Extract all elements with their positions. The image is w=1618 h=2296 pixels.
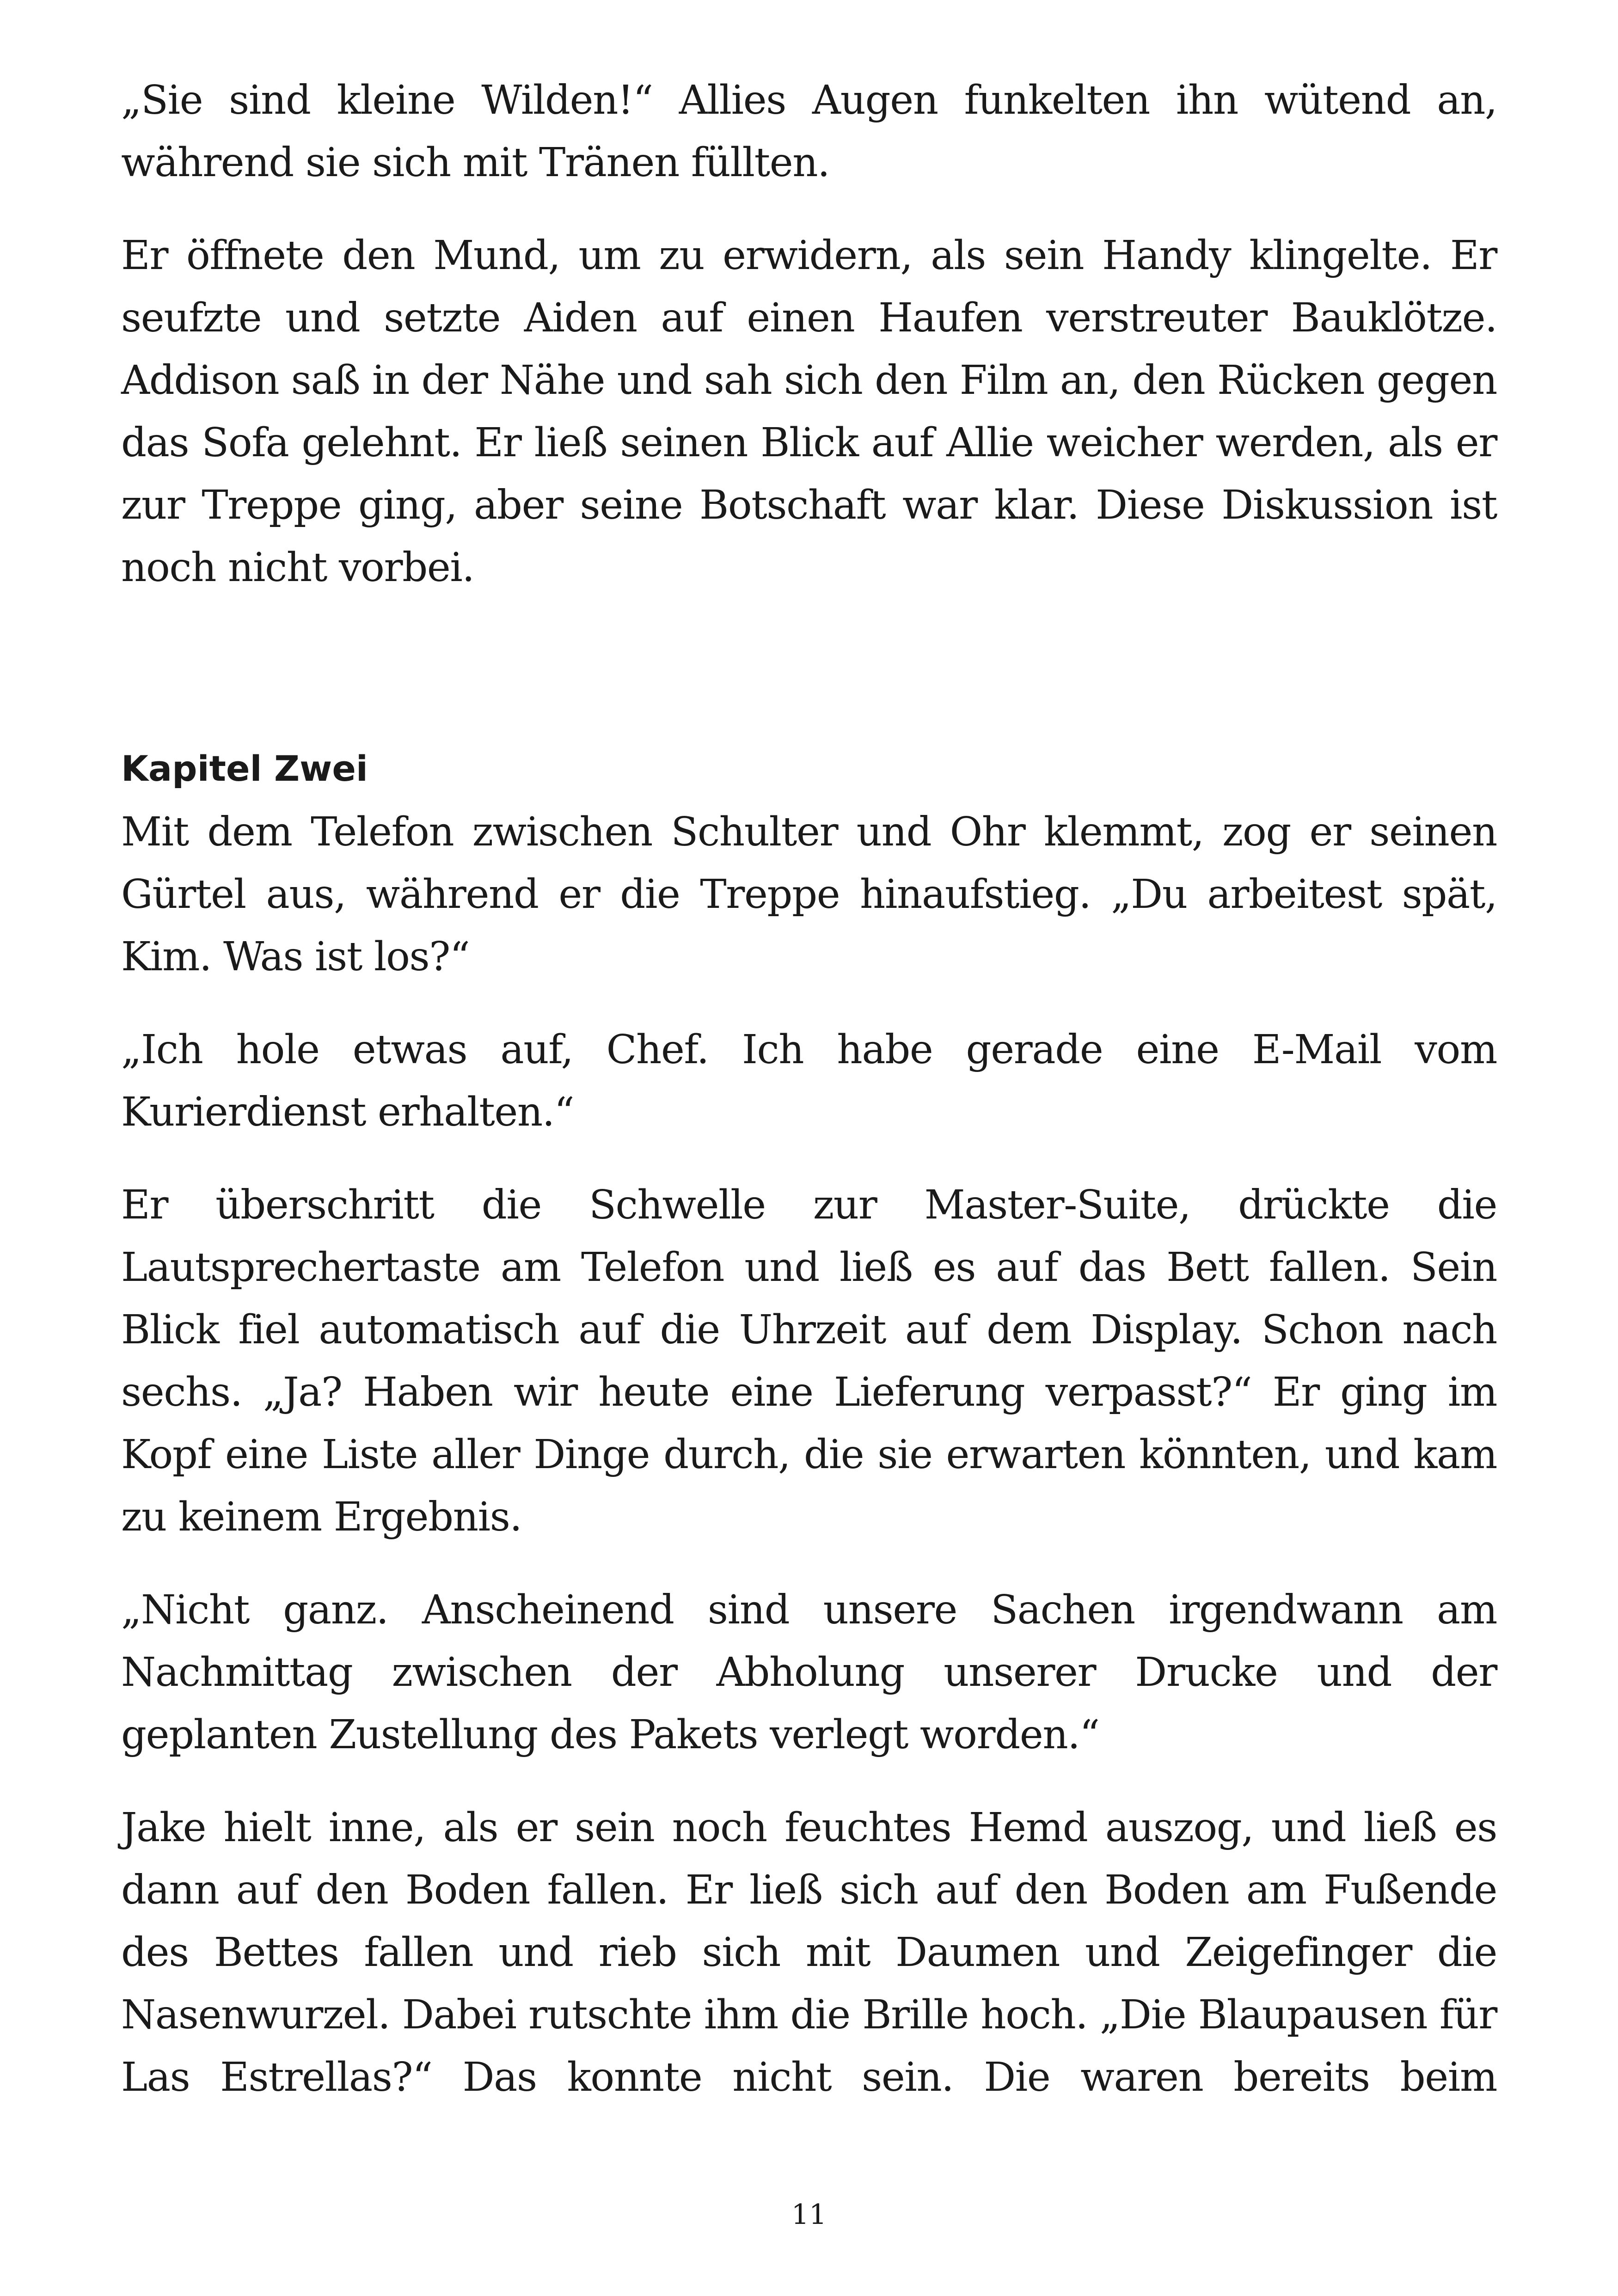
paragraph: „Ich hole etwas auf, Chef. Ich habe gerade eine E-Mail vom Kurierdienst erhalten.“	[121, 1027, 1497, 1135]
paragraph: Er überschritt die Schwelle zur Master-Suite, drückte die Lautsprechertaste am Telefon und ließ es auf das Bett fallen. Sein Blick fiel automatisch auf die Uhrzeit auf dem Display. Schon nach sechs. „Ja? Haben wir heute eine Lieferung verpasst?“ Er ging im Kopf eine Liste aller Dinge durch, die sie erwarten könnten, und kam zu keinem Ergebnis.	[121, 1182, 1497, 1540]
paragraph-continued: Jake hielt inne, als er sein noch feuchtes Hemd auszog, und ließ es dann auf den Boden fallen. Er ließ sich auf den Boden am Fußende des Bettes fallen und rieb sich mit Daumen und Zeigefinger die Nasenwurzel. Dabei rutschte ihm die Brille hoch. „Die Blaupausen für Las Estrellas?“ Das konnte nicht sein. Die waren bereits beim	[121, 1805, 1497, 2100]
paragraph: Mit dem Telefon zwischen Schulter und Ohr klemmt, zog er seinen Gürtel aus, während er die Treppe hinaufstieg. „Du arbeitest spät, Kim. Was ist los?“	[121, 809, 1497, 980]
section-spacer	[121, 630, 1497, 739]
chapter-heading: Kapitel Zwei	[121, 748, 368, 789]
paragraph: „Nicht ganz. Anscheinend sind unsere Sachen irgendwann am Nachmittag zwischen der Abholung unserer Drucke und der geplanten Zustellung des Pakets verlegt worden.“	[121, 1587, 1497, 1758]
paragraph: Er öffnete den Mund, um zu erwidern, als sein Handy klingelte. Er seufzte und setzte Aiden auf einen Haufen verstreuter Bauklötze. Addison saß in der Nähe und sah sich den Film an, den Rücken gegen das Sofa gelehnt. Er ließ seinen Blick auf Allie weicher werden, als er zur Treppe ging, aber seine Botschaft war klar. Diese Diskussion ist noch nicht vorbei.	[121, 233, 1497, 591]
book-page	[121, 69, 1497, 2139]
paragraph: „Sie sind kleine Wilden!“ Allies Augen funkelten ihn wütend an, während sie sich mit Tränen füllten.	[121, 77, 1497, 186]
page-number: 11	[791, 2198, 827, 2231]
